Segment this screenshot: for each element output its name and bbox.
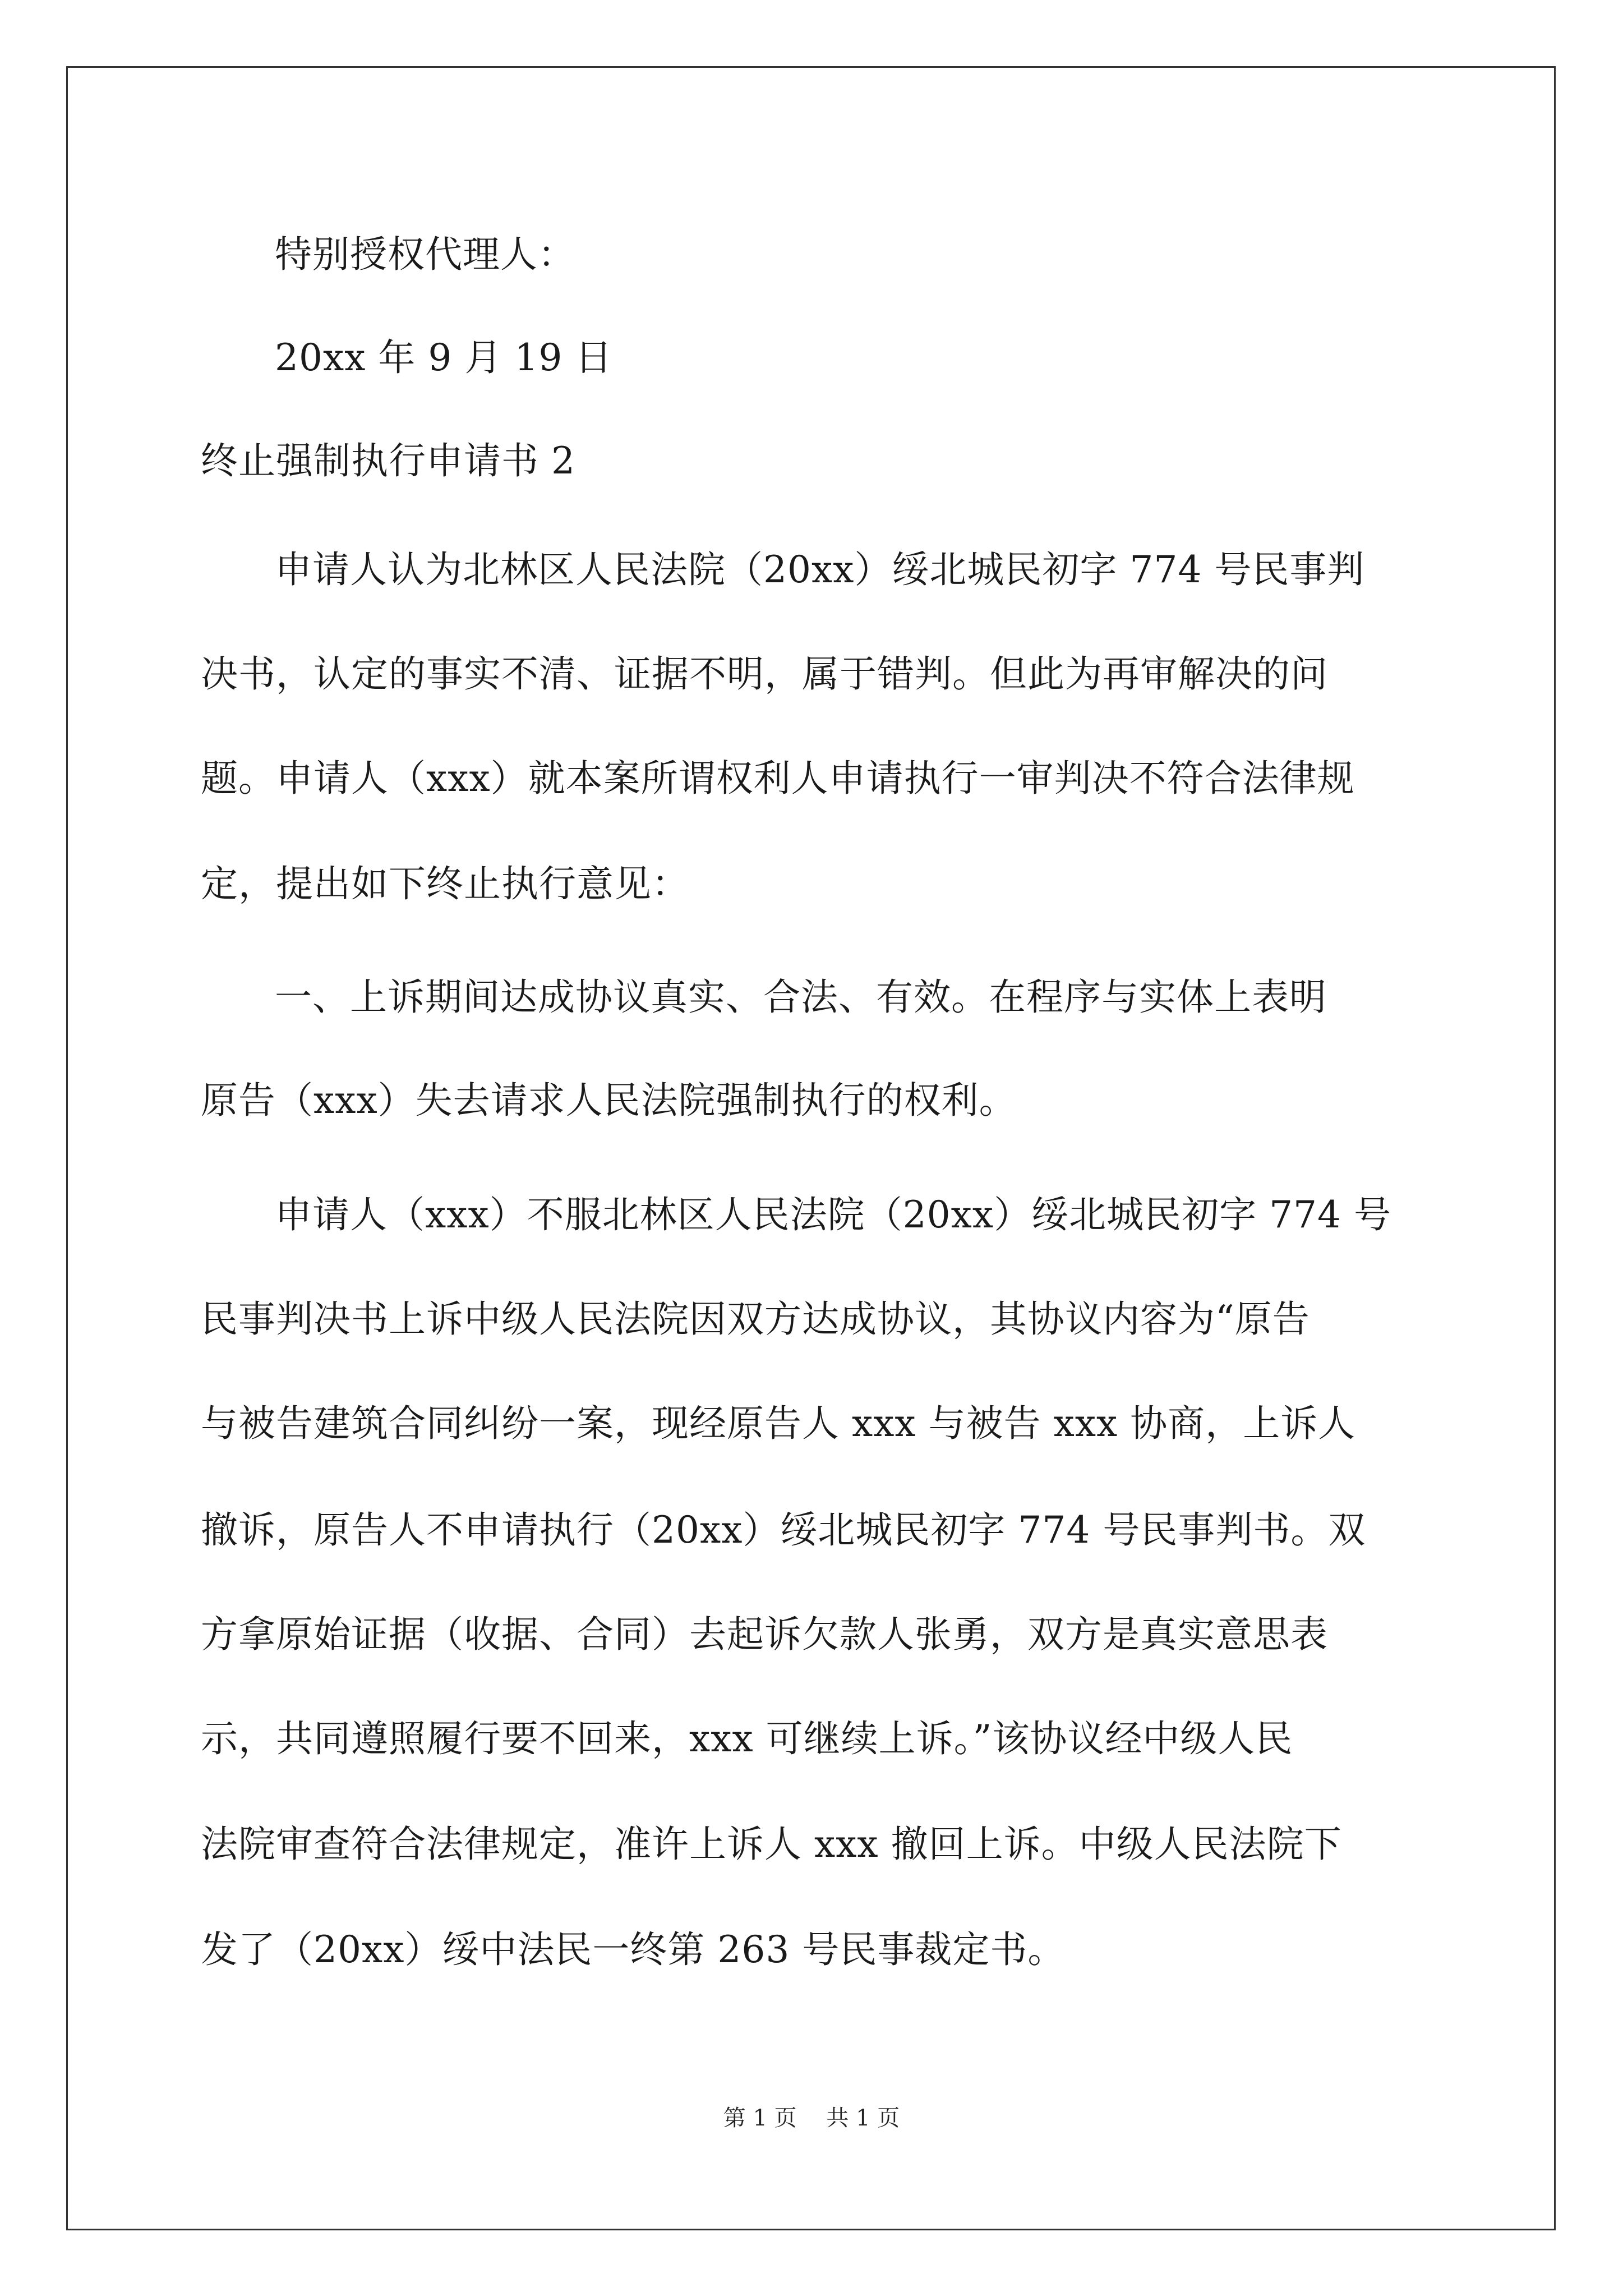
paragraph-line: 与被告建筑合同纠纷一案，现经原告人 xxx 与被告 xxx 协商，上诉人 — [201, 1402, 1356, 1445]
paragraph-line: 决书，认定的事实不清、证据不明，属于错判。但此为再审解决的问 — [201, 652, 1328, 696]
paragraph-line: 法院审查符合法律规定，准许上诉人 xxx 撤回上诉。中级人民法院下 — [201, 1823, 1342, 1866]
paragraph-line: 申请人（xxx）不服北林区人民法院（20xx）绥北城民初字 774 号 — [275, 1193, 1392, 1236]
page-total: 共 1 页 — [826, 2105, 900, 2131]
agent-line: 特别授权代理人： — [275, 233, 575, 276]
paragraph-line: 发了（20xx）绥中法民一终第 263 号民事裁定书。 — [201, 1928, 1066, 1971]
page-border — [66, 66, 1556, 2230]
paragraph-line: 示，共同遵照履行要不回来，xxx 可继续上诉。”该协议经中级人民 — [201, 1717, 1293, 1760]
paragraph-line: 方拿原始证据（收据、合同）去起诉欠款人张勇，双方是真实意思表 — [201, 1613, 1328, 1656]
paragraph-line: 定，提出如下终止执行意见： — [201, 862, 689, 905]
paragraph-line: 原告（xxx）失去请求人民法院强制执行的权利。 — [201, 1079, 1017, 1122]
page-number: 第 1 页 — [723, 2105, 797, 2131]
paragraph-line: 撤诉，原告人不申请执行（20xx）绥北城民初字 774 号民事判书。双 — [201, 1508, 1366, 1552]
paragraph-line: 民事判决书上诉中级人民法院因双方达成协议，其协议内容为“原告 — [201, 1297, 1310, 1341]
paragraph-line: 题。申请人（xxx）就本案所谓权利人申请执行一审判决不符合法律规 — [201, 757, 1355, 800]
section-title: 终止强制执行申请书 2 — [201, 439, 575, 482]
paragraph-line: 一、上诉期间达成协议真实、合法、有效。在程序与实体上表明 — [275, 976, 1327, 1019]
paragraph-line: 申请人认为北林区人民法院（20xx）绥北城民初字 774 号民事判 — [275, 548, 1365, 591]
page-footer — [0, 2101, 1623, 2135]
date-line: 20xx 年 9 月 19 日 — [275, 336, 613, 379]
